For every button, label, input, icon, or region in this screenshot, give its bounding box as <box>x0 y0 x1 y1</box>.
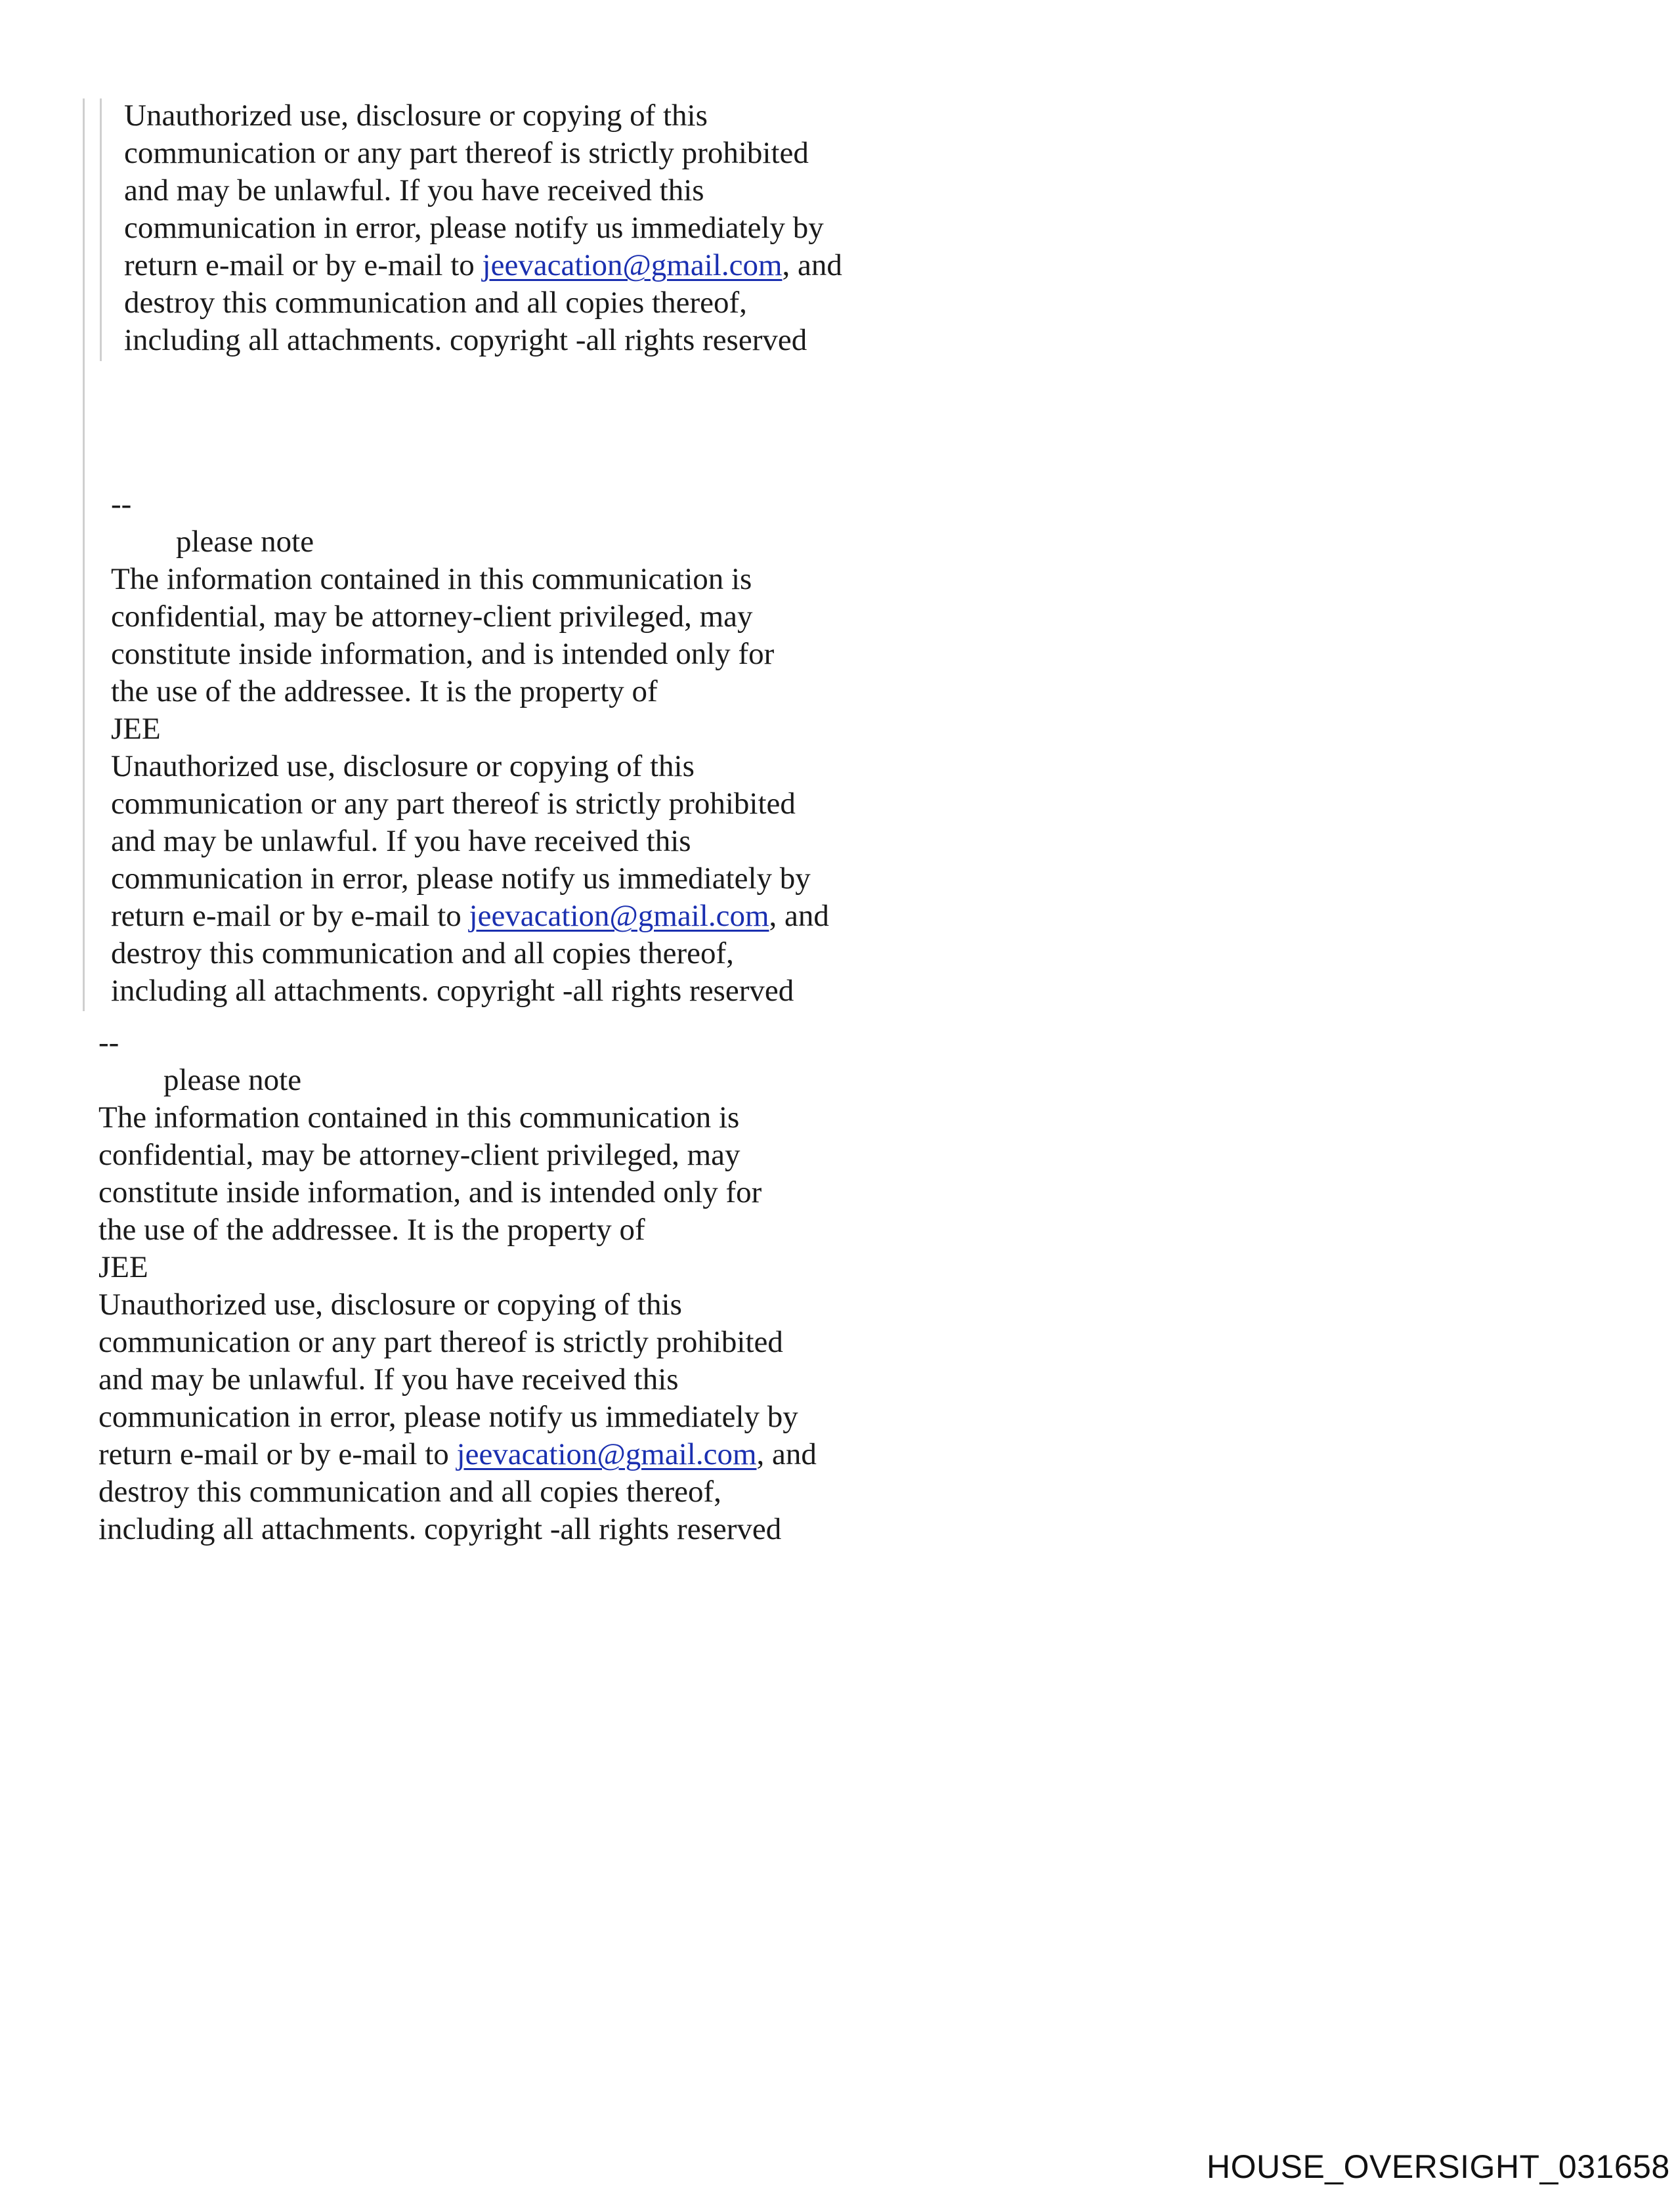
disclaimer-line: communication or any part thereof is strictly prohibited <box>111 787 796 821</box>
disclaimer-line: and may be unlawful. If you have received this <box>124 173 704 207</box>
email-link[interactable]: jeevacation@gmail.com <box>456 1437 757 1471</box>
disclaimer-line: destroy this communication and all copies thereof, <box>124 286 747 320</box>
quote-bar-outer <box>83 98 85 1011</box>
please-note-heading: please note <box>163 1063 302 1097</box>
disclaimer-line: communication in error, please notify us immediately by <box>111 861 811 896</box>
email-line <box>98 1436 817 1473</box>
disclaimer-line: Unauthorized use, disclosure or copying of this <box>111 749 695 783</box>
info-line: the use of the addressee. It is the property of <box>98 1213 645 1247</box>
info-line: confidential, may be attorney-client privileged, may <box>111 599 753 634</box>
email-prefix: return e-mail or by e-mail to <box>124 248 483 282</box>
disclaimer-line: destroy this communication and all copies thereof, <box>111 936 734 970</box>
info-line: JEE <box>98 1250 148 1284</box>
info-line: constitute inside information, and is intended only for <box>98 1175 762 1209</box>
bates-number: HOUSE_OVERSIGHT_031658 <box>1207 2148 1670 2185</box>
signature-separator: -- <box>98 1026 119 1060</box>
disclaimer-line: destroy this communication and all copies thereof, <box>98 1475 721 1509</box>
email-link[interactable]: jeevacation@gmail.com <box>469 899 769 933</box>
info-line: constitute inside information, and is intended only for <box>111 637 775 671</box>
email-line <box>111 898 829 935</box>
signature-separator: -- <box>111 487 132 521</box>
quote-bar-inner <box>100 98 102 361</box>
disclaimer-line: including all attachments. copyright -all rights reserved <box>98 1512 782 1546</box>
please-note-heading: please note <box>176 525 314 559</box>
disclaimer-line: Unauthorized use, disclosure or copying of this <box>98 1288 682 1322</box>
disclaimer-line: and may be unlawful. If you have received this <box>111 824 691 858</box>
disclaimer-line: including all attachments. copyright -all rights reserved <box>111 974 794 1008</box>
email-prefix: return e-mail or by e-mail to <box>111 899 469 933</box>
email-prefix: return e-mail or by e-mail to <box>98 1437 457 1471</box>
disclaimer-line: communication in error, please notify us immediately by <box>124 211 824 245</box>
info-line: The information contained in this communication is <box>98 1100 740 1135</box>
disclaimer-line: communication in error, please notify us immediately by <box>98 1400 798 1434</box>
info-line: The information contained in this communication is <box>111 562 752 596</box>
disclaimer-line: Unauthorized use, disclosure or copying of this <box>124 98 708 133</box>
email-line <box>124 247 842 284</box>
info-line: the use of the addressee. It is the property of <box>111 674 658 708</box>
email-suffix: , and <box>769 899 829 933</box>
disclaimer-line: including all attachments. copyright -all rights reserved <box>124 323 807 357</box>
info-line: confidential, may be attorney-client privileged, may <box>98 1138 740 1172</box>
disclaimer-line: communication or any part thereof is strictly prohibited <box>98 1325 783 1359</box>
disclaimer-line: and may be unlawful. If you have received this <box>98 1362 679 1397</box>
email-suffix: , and <box>782 248 842 282</box>
email-suffix: , and <box>756 1437 817 1471</box>
email-link[interactable]: jeevacation@gmail.com <box>482 248 783 282</box>
disclaimer-line: communication or any part thereof is strictly prohibited <box>124 136 809 170</box>
info-line: JEE <box>111 712 161 746</box>
